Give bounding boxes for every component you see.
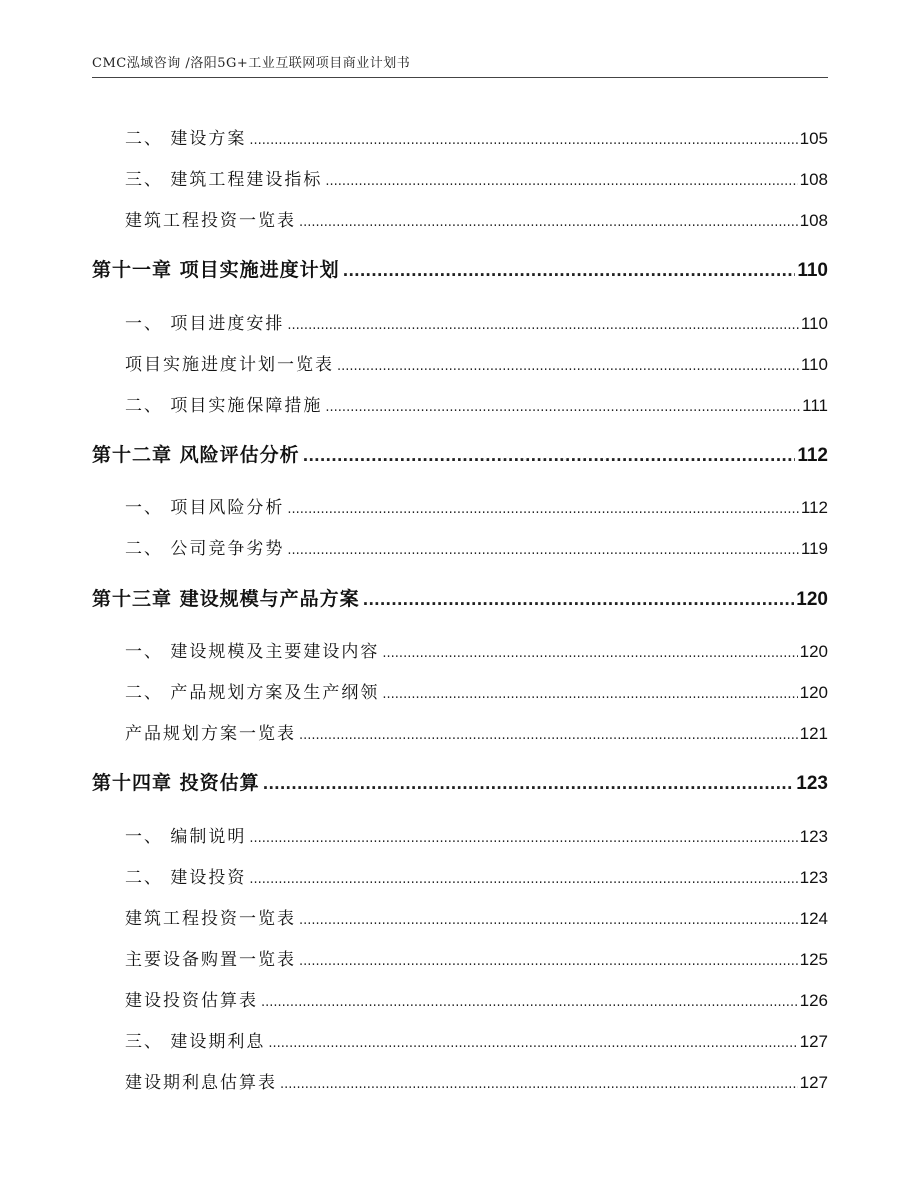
toc-entry[interactable] <box>125 986 828 1011</box>
toc-entry[interactable] <box>125 678 828 703</box>
dot-leader <box>268 1036 797 1051</box>
toc-chapter-page: 123 <box>796 773 828 794</box>
dot-leader <box>299 913 798 928</box>
toc-entry-title: 建设期利息估算表 <box>125 1073 277 1093</box>
toc-chapter-title: 第十三章 建设规模与产品方案 <box>92 588 360 610</box>
toc-entry-title: 主要设备购置一览表 <box>125 950 296 970</box>
dot-leader <box>343 262 796 280</box>
dot-leader <box>287 318 798 333</box>
dot-leader <box>325 400 800 415</box>
toc-entry[interactable] <box>125 534 828 559</box>
toc-chapter-title: 第十一章 项目实施进度计划 <box>92 259 340 281</box>
toc-entry-title: 建设投资估算表 <box>125 991 258 1011</box>
toc-entry[interactable] <box>125 719 828 744</box>
toc-entry-page: 125 <box>799 950 828 969</box>
running-header: CMC泓域咨询 /洛阳5G+工业互联网项目商业计划书 <box>92 56 411 71</box>
toc-entry-title: 建筑工程投资一览表 <box>125 909 296 929</box>
dot-leader <box>299 954 798 969</box>
toc-entry[interactable] <box>125 863 828 888</box>
toc-entry-page: 121 <box>799 724 828 743</box>
dot-leader <box>299 728 798 743</box>
toc-entry-page: 105 <box>799 129 828 148</box>
dot-leader <box>263 775 795 793</box>
toc-entry-page: 119 <box>800 539 828 558</box>
toc-entry-page: 110 <box>800 314 828 333</box>
toc-chapter-entry[interactable] <box>92 768 828 795</box>
toc-entry-title: 建筑工程投资一览表 <box>125 211 296 231</box>
toc-entry[interactable] <box>125 904 828 929</box>
toc-entry[interactable] <box>125 165 828 190</box>
toc-chapter-entry[interactable] <box>92 584 828 611</box>
toc-entry-title: 二、 建设方案 <box>125 129 247 149</box>
toc-entry-title: 一、 项目风险分析 <box>125 498 285 518</box>
toc-chapter-page: 120 <box>796 589 828 610</box>
dot-leader <box>363 591 795 609</box>
dot-leader <box>249 872 797 887</box>
toc-chapter-title: 第十四章 投资估算 <box>92 772 260 794</box>
toc-entry-page: 120 <box>799 642 828 661</box>
dot-leader <box>337 359 799 374</box>
toc-entry-page: 123 <box>799 827 828 846</box>
toc-entry-page: 120 <box>799 683 828 702</box>
toc-entry-title: 三、 建筑工程建设指标 <box>125 170 323 190</box>
toc-entry[interactable] <box>125 1068 828 1093</box>
toc-entry[interactable] <box>125 124 828 149</box>
dot-leader <box>280 1077 798 1092</box>
toc-chapter-entry[interactable] <box>92 255 828 282</box>
toc-chapter-page: 112 <box>797 445 828 466</box>
dot-leader <box>261 995 798 1010</box>
toc-entry-title: 项目实施进度计划一览表 <box>125 355 334 375</box>
toc-entry-page: 123 <box>799 868 828 887</box>
toc-entry-page: 127 <box>799 1073 828 1092</box>
dot-leader <box>382 687 797 702</box>
toc-chapter-entry[interactable] <box>92 440 828 467</box>
toc-entry-page: 112 <box>800 498 828 517</box>
toc-entry[interactable] <box>125 945 828 970</box>
toc-entry[interactable] <box>125 1027 828 1052</box>
toc-entry-title: 三、 建设期利息 <box>125 1032 266 1052</box>
toc-entry-page: 110 <box>800 355 828 374</box>
toc-entry-title: 产品规划方案一览表 <box>125 724 296 744</box>
toc-entry-title: 二、 建设投资 <box>125 868 247 888</box>
toc-entry-page: 124 <box>799 909 828 928</box>
dot-leader <box>382 646 797 661</box>
toc-entry-page: 108 <box>799 170 828 189</box>
toc-entry[interactable] <box>125 637 828 662</box>
toc-chapter-title: 第十二章 风险评估分析 <box>92 444 300 466</box>
toc-entry-page: 127 <box>799 1032 828 1051</box>
dot-leader <box>325 174 797 189</box>
toc-entry-page: 108 <box>799 211 828 230</box>
toc-entry[interactable] <box>125 350 828 375</box>
toc-chapter-page: 110 <box>797 260 828 281</box>
toc-entry-title: 一、 建设规模及主要建设内容 <box>125 642 380 662</box>
dot-leader <box>303 447 796 465</box>
toc-entry-page: 126 <box>799 991 828 1010</box>
toc-entry[interactable] <box>125 391 828 416</box>
dot-leader <box>249 133 797 148</box>
toc-entry[interactable] <box>125 206 828 231</box>
toc-entry[interactable] <box>125 493 828 518</box>
toc-entry[interactable] <box>125 309 828 334</box>
dot-leader <box>299 215 798 230</box>
toc-entry-title: 一、 项目进度安排 <box>125 314 285 334</box>
toc-entry-title: 二、 项目实施保障措施 <box>125 396 323 416</box>
toc-entry-page: 111 <box>802 396 828 415</box>
dot-leader <box>287 543 798 558</box>
toc-entry[interactable] <box>125 822 828 847</box>
toc-entry-title: 二、 产品规划方案及生产纲领 <box>125 683 380 703</box>
toc-entry-title: 一、 编制说明 <box>125 827 247 847</box>
dot-leader <box>249 831 797 846</box>
toc-entry-title: 二、 公司竞争劣势 <box>125 539 285 559</box>
dot-leader <box>287 502 798 517</box>
